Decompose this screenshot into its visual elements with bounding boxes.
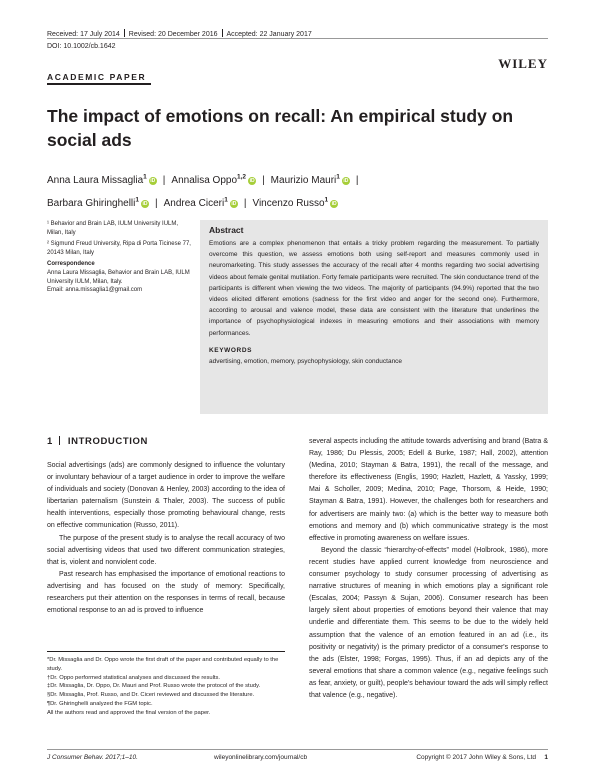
footnote: ¶Dr. Ghiringhelli analyzed the FGM topic. bbox=[47, 700, 153, 707]
author[interactable] bbox=[47, 198, 149, 209]
paragraph: The purpose of the present study is to analyse the recall accuracy of two social advertising videos that used two different communication strategies, that is, violent and nonviolent code. bbox=[47, 534, 285, 566]
orcid-icon[interactable]: iD bbox=[343, 178, 349, 185]
footnote: §Dr. Missaglia, Prof. Russo, and Dr. Ciceri reviewed and discussed the literature. bbox=[47, 692, 255, 699]
journal-url[interactable]: wileyonlinelibrary.com/journal/cb bbox=[214, 754, 308, 761]
author-name: Maurizio Mauri bbox=[270, 175, 337, 187]
document-type: ACADEMIC PAPER bbox=[47, 72, 147, 82]
author-affiliation-mark: 1 bbox=[324, 196, 329, 204]
correspondence-address: Anna Laura Missaglia, Behavior and Brain LAB, IULM University IULM, Milan, Italy. bbox=[47, 269, 190, 285]
section-heading bbox=[47, 436, 148, 447]
author[interactable] bbox=[171, 175, 256, 186]
section-divider bbox=[59, 436, 60, 445]
author-name: Vincenzo Russo bbox=[252, 197, 325, 209]
received-date: Received: 17 July 2014 bbox=[47, 31, 120, 38]
author-name: Anna Laura Missaglia bbox=[47, 175, 144, 187]
author-separator: | bbox=[155, 197, 158, 209]
author-name: Annalisa Oppo bbox=[171, 175, 238, 187]
affiliation-2: ² Sigmund Freud University, Ripa di Porta Ticinese 77, 20143 Milan, Italy bbox=[47, 241, 191, 256]
section-title: INTRODUCTION bbox=[67, 436, 148, 447]
orcid-icon[interactable]: iD bbox=[231, 200, 237, 207]
paper-title: The impact of emotions on recall: An empirical study on social ads bbox=[47, 106, 514, 150]
copyright: Copyright © 2017 John Wiley & Sons, Ltd bbox=[416, 754, 536, 761]
paragraph: Beyond the classic “hierarchy-of-effects” model (Holbrook, 1986), more recent studies have applied current knowledge from neuroscience and consumer psychology to study consumer processing of advertising as narrative structures of meaning in which emotions play a significant role (Escalas, 2004; Passyn & Sujan, 2006). Consumer research has been largely silent about properties of emotions beyond their valence that may underlie and differentiate them. This seems to be due to the widely held assumption that the valence of an emotion featured in an ad (i.e., its positivity or negativity) is the primary predictor of a consumer's response to the ads (Elster, 1998; Forgas, 1995). Thus, if an ad depicts any of the several emotions that share a common valence (e.g., negative feelings such as fear, anxiety, or guilt), people's behaviour toward the ads will simply reflect that valence (e.g., negative). bbox=[309, 546, 548, 699]
submission-dates bbox=[47, 29, 312, 38]
author-name: Andrea Ciceri bbox=[163, 197, 225, 209]
keywords-text: advertising, emotion, memory, psychophysiology, skin conductance bbox=[209, 357, 403, 365]
orcid-icon[interactable]: iD bbox=[331, 200, 337, 207]
footer-rule bbox=[47, 749, 548, 750]
author[interactable] bbox=[47, 175, 157, 186]
affiliations bbox=[47, 220, 192, 298]
paragraph: several aspects including the attitude towards advertising and brand (Batra & Ray, 1986; Du Plessis, 2005; Edell & Burke, 1987; Hall, 2002), attention (Medina, 2010; Stayman & Batra, 1991), the recall of the message, and therefore its effectiveness (Englis, 1990; Hazlett, Hazlett, & Yassky, 1999; Mai & Scholler, 2009; Medina, 2010; Page, Thorsom, & Heide, 1990; Stayman & Batra, 1991). However, the challenges both for researchers and for advertisers are mainly two: (a) which is the better way to measure both emotions and memory and (b) which communicative strategy is the most effective in promoting awareness on welfare issues. bbox=[309, 438, 548, 542]
page-number: 1 bbox=[544, 754, 548, 761]
author[interactable] bbox=[271, 175, 350, 186]
abstract-heading: Abstract bbox=[209, 225, 244, 235]
paragraph: Social advertisings (ads) are commonly designed to influence the voluntary or involuntary behaviour of a target audience in order to improve the welfare of individuals and society (Donovan & Henley, 2003) according to the idea of libertarian paternalism (Sunstein & Thaler, 2003). The success of public health interventions, especially those promoting behavioural change, rests on effective communication (Russo, 2011). bbox=[47, 462, 285, 530]
abstract-box bbox=[200, 220, 548, 414]
right-column bbox=[309, 436, 548, 702]
author-affiliation-mark: 1,2 bbox=[237, 174, 247, 181]
divider bbox=[124, 29, 125, 37]
author-separator: | bbox=[243, 197, 247, 209]
author-separator: | bbox=[162, 175, 166, 187]
correspondence-email[interactable]: Email: anna.missaglia1@gmail.com bbox=[47, 287, 143, 294]
footnote: All the authors read and approved the final version of the paper. bbox=[47, 709, 211, 716]
footnotes bbox=[47, 656, 285, 718]
orcid-icon[interactable]: iD bbox=[150, 178, 156, 185]
revised-date: Revised: 20 December 2016 bbox=[128, 31, 218, 38]
doc-type-underline bbox=[47, 83, 151, 85]
header-rule bbox=[47, 38, 548, 39]
journal-citation: J Consumer Behav. 2017;1–10. bbox=[47, 754, 138, 761]
author[interactable] bbox=[252, 198, 338, 209]
affiliation-1: ¹ Behavior and Brain LAB, IULM University IULM, Milan, Italy bbox=[47, 221, 179, 236]
author-name: Barbara Ghiringhelli bbox=[47, 197, 136, 209]
footnote-rule bbox=[47, 651, 285, 652]
accepted-date: Accepted: 22 January 2017 bbox=[226, 31, 312, 38]
orcid-icon[interactable]: iD bbox=[249, 178, 255, 185]
author-affiliation-mark: 1 bbox=[135, 196, 140, 204]
footnote: *Dr. Missaglia and Dr. Oppo wrote the first draft of the paper and contributed equally to the study. bbox=[47, 657, 279, 672]
doi[interactable]: DOI: 10.1002/cb.1642 bbox=[47, 43, 116, 50]
author-affiliation-mark: 1 bbox=[224, 196, 228, 204]
left-column bbox=[47, 460, 285, 617]
author-separator: | bbox=[355, 175, 359, 187]
footnote: ‡Dr. Missaglia, Dr. Oppo, Dr. Mauri and Prof. Russo wrote the protocol of the study. bbox=[47, 683, 261, 690]
section-number: 1 bbox=[47, 436, 53, 447]
author-affiliation-mark: 1 bbox=[143, 174, 147, 181]
divider bbox=[222, 29, 223, 37]
author-affiliation-mark: 1 bbox=[336, 174, 340, 181]
author[interactable] bbox=[164, 198, 238, 209]
orcid-icon[interactable]: iD bbox=[142, 200, 148, 207]
author-separator: | bbox=[262, 175, 265, 187]
abstract-text: Emotions are a complex phenomenon that entails a tricky problem regarding the measurement. To partially overcome this question, we assess emotions both using self-report and measures commonly used in neuromarketing. This study assesses the accuracy of the recall after 4 months regarding two social advertising videos about female genital mutilation. Forty female participants were recruited. The skin conductance trend of the participants is different when viewing the two videos. The majority of participants (94.9%) reported that the two videos elicited different emotions (sadness for the first video and anger for the second one). Furthermore, according to arousal and valence model, these data are consistent with the literature that underlines the importance of psychophysiological indexes in measuring emotions and their associations with memory performances. bbox=[209, 240, 539, 337]
footnote: †Dr. Oppo performed statistical analyses and discussed the results. bbox=[47, 674, 221, 681]
author-list bbox=[47, 168, 547, 213]
correspondence-heading: Correspondence bbox=[47, 261, 95, 268]
paragraph: Past research has emphasised the importance of emotional reactions to advertising and has focused on the study of memory: Specifically, researchers put their attention on the responses in terms of recall, because emotional response to an ad is proved to influence bbox=[47, 570, 285, 615]
keywords-heading: KEYWORDS bbox=[209, 346, 253, 354]
publisher-logo: WILEY bbox=[498, 56, 548, 71]
